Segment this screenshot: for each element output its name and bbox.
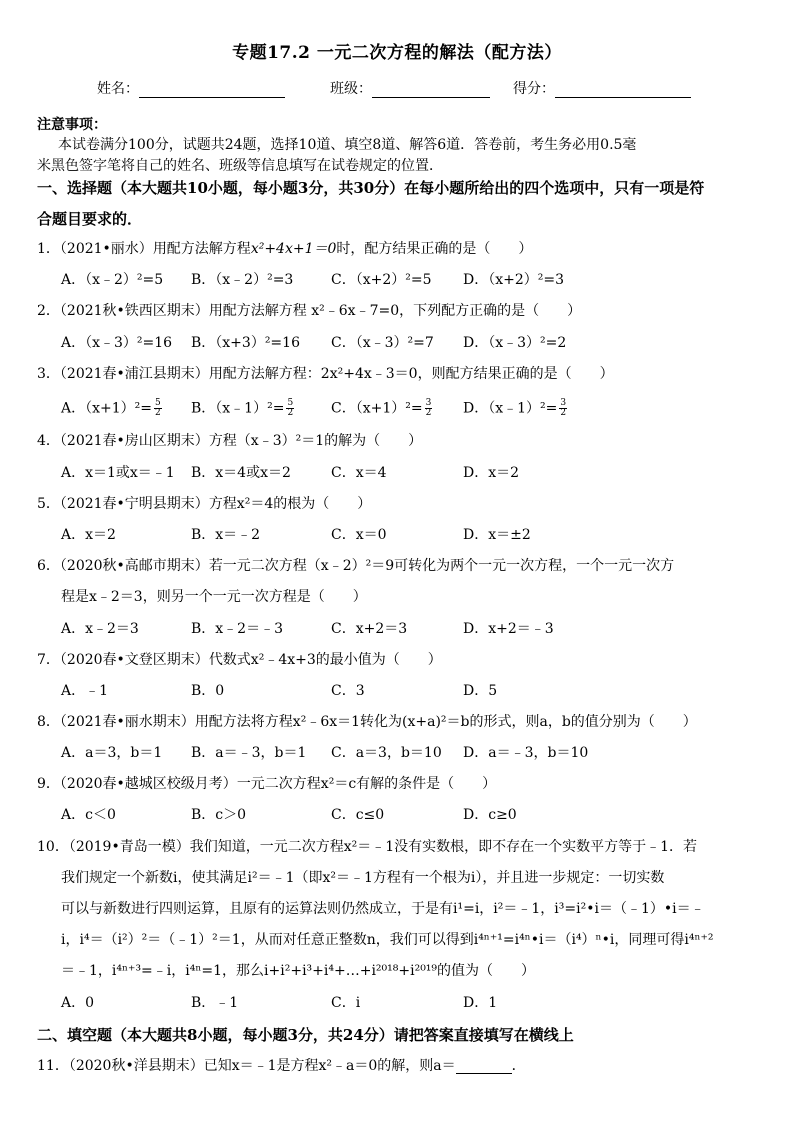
option-b[interactable]: B．c＞0 xyxy=(191,807,247,823)
option-b[interactable]: B．x＝﹣2 xyxy=(191,527,261,543)
option-a[interactable]: A．x﹣2＝3 xyxy=(61,621,139,637)
question-source: （2020秋•高邮市期末） xyxy=(59,558,209,574)
class-label: 班级： xyxy=(330,81,372,97)
class-blank[interactable] xyxy=(372,83,490,98)
notice-line-2: 米黑色签字笔将自己的姓名、班级等信息填写在试卷规定的位置． xyxy=(37,158,443,174)
option-a[interactable]: A．a＝3，b＝1 xyxy=(61,745,163,761)
section-1-heading-line-2: 合题目要求的． xyxy=(37,210,143,228)
option-label: C．（x+1）²= xyxy=(331,400,423,417)
question-equation: x²+4x+1＝0 xyxy=(250,241,337,257)
name-field xyxy=(97,78,285,98)
fraction-numerator: 3 xyxy=(425,398,432,408)
section-1-heading-line-1: 一、选择题（本大题共10小题，每小题3分，共30分）在每小题所给出的四个选项中，只有一项是符 xyxy=(37,179,705,197)
fraction-denominator: 2 xyxy=(287,408,294,418)
question-source: （2021春•丽水期末） xyxy=(59,714,195,730)
question-number: 8． xyxy=(37,714,60,730)
score-label: 得分： xyxy=(513,81,555,97)
page-title: 专题17.2 一元二次方程的解法（配方法） xyxy=(232,43,562,63)
option-d[interactable]: D．x＝2 xyxy=(463,465,520,481)
option-b[interactable] xyxy=(191,399,296,418)
option-b[interactable]: B．0 xyxy=(191,683,225,699)
question-number: 2． xyxy=(37,303,60,319)
score-field xyxy=(513,78,691,98)
option-c[interactable] xyxy=(331,399,434,418)
question-text: 方程（x﹣3）²＝1的解为（ ） xyxy=(208,433,423,449)
question-number: 9． xyxy=(37,776,60,792)
question-text: 用配方法将方程x²﹣6x＝1转化为(x+a)²＝b的形式，则a，b的值分别为（ ） xyxy=(194,714,697,730)
option-d[interactable]: D．（x﹣3）²=2 xyxy=(463,335,567,351)
option-c[interactable]: C．c≤0 xyxy=(331,807,385,823)
class-field xyxy=(330,78,490,98)
question-10 xyxy=(37,839,777,855)
fraction xyxy=(425,399,433,418)
option-d[interactable]: D．（x+2）²=3 xyxy=(463,272,565,288)
fraction-denominator: 2 xyxy=(155,408,161,418)
question-number: 5． xyxy=(37,496,60,512)
question-source: （2021秋•铁西区期末） xyxy=(59,303,209,319)
fraction xyxy=(154,399,162,418)
notice-heading: 注意事项： xyxy=(37,117,107,133)
question-text-end: ． xyxy=(511,1058,526,1074)
question-number: 4． xyxy=(37,433,60,449)
question-10-line-3: 可以与新数进行四则运算，且原有的运算法则仍然成立，于是有i¹=i，i²＝﹣1，i³=i²•i＝（﹣1）•i＝﹣ xyxy=(61,901,705,917)
option-b[interactable]: B．（x+3）²=16 xyxy=(191,335,300,351)
fraction xyxy=(559,399,567,418)
option-d[interactable]: D．1 xyxy=(463,995,498,1011)
question-text: 我们知道，一元二次方程x²＝﹣1没有实数根，即不存在一个实数平方等于﹣1．若 xyxy=(189,839,698,855)
question-10-line-2: 我们规定一个新数i，使其满足i²＝﹣1（即x²＝﹣1方程有一个根为i），并且进一步规定：一切实数 xyxy=(61,870,665,886)
option-b[interactable]: B．（x﹣2）²=3 xyxy=(191,272,294,288)
question-4 xyxy=(37,433,777,449)
question-source: （2021•丽水） xyxy=(59,241,153,257)
question-6-line-2: 程是x﹣2＝3，则另一个一元一次方程是（ ） xyxy=(61,589,367,605)
fraction-numerator: 3 xyxy=(560,398,567,408)
option-c[interactable]: C．3 xyxy=(331,683,365,699)
option-c[interactable]: C．（x+2）²=5 xyxy=(331,272,432,288)
question-number: 3． xyxy=(37,366,60,382)
question-number: 1． xyxy=(37,241,60,257)
question-number: 7． xyxy=(37,652,60,668)
option-c[interactable]: C．a＝3，b＝10 xyxy=(331,745,442,761)
question-3 xyxy=(37,366,777,382)
question-text: 一元二次方程x²＝c有解的条件是（ ） xyxy=(236,776,497,792)
question-7 xyxy=(37,652,777,668)
option-d[interactable]: D．x＝±2 xyxy=(463,527,531,543)
option-c[interactable]: C．x＝4 xyxy=(331,465,387,481)
question-10-line-5: ＝﹣1，i⁴ⁿ⁺³=﹣i，i⁴ⁿ=1，那么i+i²+i³+i⁴+…+i²⁰¹⁸+i²⁰¹⁹的值为（ ） xyxy=(61,963,536,979)
question-text: 代数式x²﹣4x+3的最小值为（ ） xyxy=(208,652,442,668)
option-a[interactable]: A．x＝1或x＝﹣1 xyxy=(61,465,175,481)
question-2 xyxy=(37,303,777,319)
score-blank[interactable] xyxy=(555,83,691,98)
question-source: （2021春•宁明县期末） xyxy=(59,496,209,512)
option-c[interactable]: C．x＝0 xyxy=(331,527,387,543)
section-2-heading: 二、填空题（本大题共8小题，每小题3分，共24分）请把答案直接填写在横线上 xyxy=(37,1026,574,1044)
question-source: （2021春•房山区期末） xyxy=(59,433,209,449)
option-label: A．（x+1）²= xyxy=(61,400,152,417)
fraction-numerator: 5 xyxy=(287,398,294,408)
option-d[interactable]: D．x+2＝﹣3 xyxy=(463,621,554,637)
question-text-tail: 时，配方结果正确的是（ ） xyxy=(336,241,533,257)
name-blank[interactable] xyxy=(139,83,285,98)
question-source: （2020春•文登区期末） xyxy=(59,652,209,668)
option-b[interactable]: B．﹣1 xyxy=(191,995,239,1011)
option-a[interactable] xyxy=(61,399,164,418)
option-b[interactable]: B．a＝﹣3，b＝1 xyxy=(191,745,307,761)
option-c[interactable]: C．（x﹣3）²=7 xyxy=(331,335,434,351)
question-11 xyxy=(37,1058,777,1074)
option-c[interactable]: C．x+2＝3 xyxy=(331,621,408,637)
answer-blank[interactable] xyxy=(456,1061,512,1074)
question-8 xyxy=(37,714,777,730)
option-a[interactable]: A．c＜0 xyxy=(61,807,116,823)
question-5 xyxy=(37,496,777,512)
question-text: 用配方法解方程：2x²+4x﹣3＝0，则配方结果正确的是（ ） xyxy=(208,366,614,382)
option-label: D．（x﹣1）²= xyxy=(463,400,558,417)
option-c[interactable]: C．i xyxy=(331,995,361,1011)
fraction-denominator: 2 xyxy=(560,408,567,418)
fraction-numerator: 5 xyxy=(155,398,161,408)
option-b[interactable]: B．x＝4或x＝2 xyxy=(191,465,291,481)
question-9 xyxy=(37,776,777,792)
option-d[interactable]: D．5 xyxy=(463,683,498,699)
option-a[interactable]: A．（x﹣3）²=16 xyxy=(61,335,173,351)
name-label: 姓名： xyxy=(97,81,139,97)
question-number: 11． xyxy=(37,1058,69,1074)
option-b[interactable]: B．x﹣2＝﹣3 xyxy=(191,621,283,637)
question-6 xyxy=(37,558,777,574)
question-text: 用配方法解方程 x²﹣6x﹣7=0，下列配方正确的是（ ） xyxy=(208,303,582,319)
question-source: （2020春•越城区校级月考） xyxy=(59,776,237,792)
question-text: 方程x²＝4的根为（ ） xyxy=(208,496,372,512)
question-source: （2021春•浦江县期末） xyxy=(59,366,209,382)
fraction xyxy=(286,399,294,418)
question-10-line-4: i，i⁴＝（i²）²＝（﹣1）²＝1，从而对任意正整数n，我们可以得到i⁴ⁿ⁺¹=i⁴ⁿ•i＝（i⁴）ⁿ•i，同理可得i⁴ⁿ⁺² xyxy=(61,932,714,948)
notice-line-1: 本试卷满分100分，试题共24题，选择10道、填空8道、解答6道．答卷前，考生务必用0.5毫 xyxy=(58,137,637,153)
option-a[interactable]: A．﹣1 xyxy=(61,683,109,699)
option-d[interactable] xyxy=(463,399,569,418)
question-text: 已知x＝﹣1是方程x²﹣a＝0的解，则a＝ xyxy=(203,1058,456,1074)
option-d[interactable]: D．c≥0 xyxy=(463,807,517,823)
question-1 xyxy=(37,241,777,257)
question-source: （2020秋•洋县期末） xyxy=(68,1058,204,1074)
option-a[interactable]: A．（x﹣2）²=5 xyxy=(61,272,164,288)
option-a[interactable]: A．x＝2 xyxy=(61,527,116,543)
question-source: （2019•青岛一模） xyxy=(68,839,190,855)
question-text: 用配方法解方程 xyxy=(152,241,251,257)
option-a[interactable]: A．0 xyxy=(61,995,95,1011)
question-text: 若一元二次方程（x﹣2）²＝9可转化为两个一元一次方程，一个一元一次方 xyxy=(208,558,675,574)
option-label: B．（x﹣1）²= xyxy=(191,400,285,417)
option-d[interactable]: D．a＝﹣3，b＝10 xyxy=(463,745,589,761)
question-number: 10． xyxy=(37,839,69,855)
fraction-denominator: 2 xyxy=(425,408,432,418)
question-number: 6． xyxy=(37,558,60,574)
